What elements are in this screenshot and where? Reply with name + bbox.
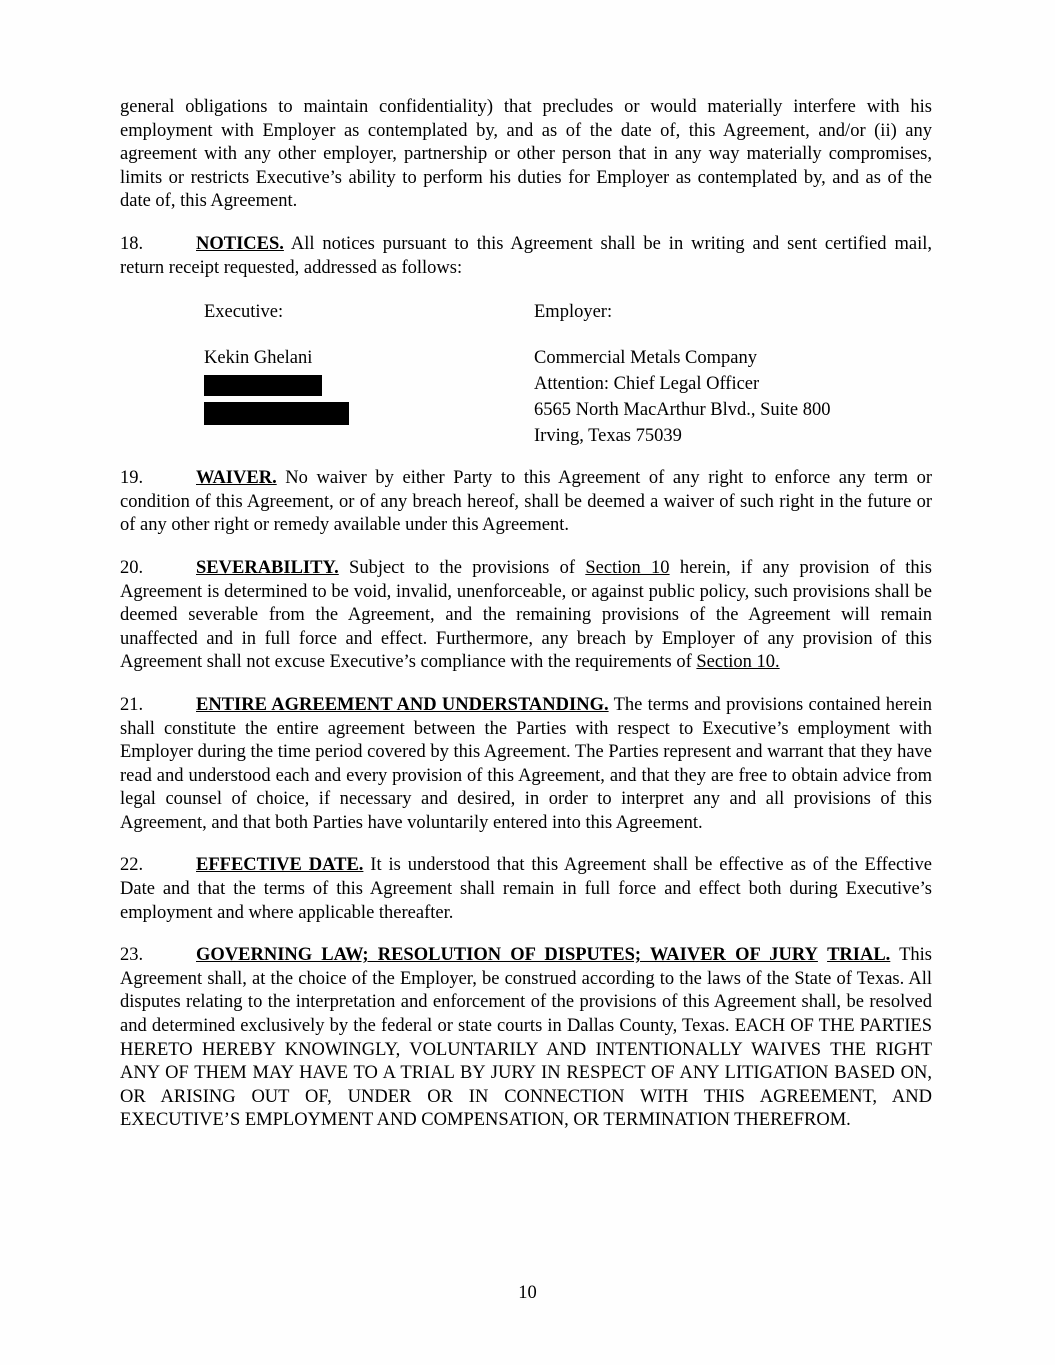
section-22-body: It is understood that this Agreement shall be effective as of the Effective Date and that the terms of this Agreement shall remain in full force and effect both during Executive’s employment and where applicable thereafter.	[120, 855, 933, 923]
notice-employer-column	[534, 299, 924, 449]
section-21-body: The terms and provisions contained herein shall constitute the entire agreement between the Parties with respect to Executive’s employment with Employer during the time period covered by this Agreement. The Parties represent and warrant that they have read and understood each and every provision of this Agreement, and that they are free to obtain advice from legal counsel of choice, if necessary and desired, in order to interpret any and all provisions of this Agreement, and that both Parties have voluntarily entered into this Agreement.	[120, 694, 932, 833]
section-22-heading: EFFECTIVE DATE.	[196, 855, 364, 876]
section-10-reference: Section 10.	[696, 652, 780, 673]
section-21-heading: ENTIRE AGREEMENT AND UNDERSTANDING.	[196, 694, 609, 715]
section-18-heading: NOTICES.	[196, 233, 284, 254]
section-18-body: All notices pursuant to this Agreement shall be in writing and sent certified mail, return receipt requested, addressed as follows:	[120, 233, 932, 278]
section-18-number: 18.	[120, 233, 144, 254]
section-23	[120, 944, 932, 1133]
section-10-reference: Section 10	[585, 557, 670, 578]
section-18	[120, 233, 932, 280]
spacer	[204, 325, 504, 345]
section-21	[120, 694, 932, 836]
section-23-body: This Agreement shall, at the choice of the Employer, be construed according to the laws of the State of Texas. All disputes relating to the interpretation and enforcement of the provisions of this Agreement shall, be resolved and determined exclusively by the federal or state courts in Dallas County, Texas. EACH OF THE PARTIES HERETO HEREBY KNOWINGLY, VOLUNTARILY AND INTENTIONALLY WAIVES THE RIGHT ANY OF THEM MAY HAVE TO A TRIAL BY JURY IN RESPECT OF ANY LITIGATION BASED ON, OR ARISING OUT OF, UNDER OR IN CONNECTION WITH THIS AGREEMENT, AND EXECUTIVE’S EMPLOYMENT AND COMPENSATION, OR TERMINATION THEREFROM.	[120, 945, 933, 1131]
section-23-number: 23.	[120, 945, 144, 966]
notice-executive-column	[204, 299, 504, 425]
employer-address-line: Attention: Chief Legal Officer	[534, 374, 760, 395]
section-19-heading: WAIVER.	[196, 468, 277, 489]
executive-label: Executive:	[204, 302, 284, 323]
notice-address-block	[120, 299, 932, 449]
section-20-body-2: herein, if any provision of this Agreement is determined to be void, invalid, unenforceable, or against public policy, such provisions shall be deemed severable from the Agreement, and the remaining provisions of the Agreement will remain unaffected and in full force and effect. Furthermore, any breach by Employer of any provision of this Agreement shall not excuse Executive’s compliance with the requirements of	[120, 557, 933, 673]
page-number: 10	[518, 1283, 537, 1303]
section-21-number: 21.	[120, 694, 144, 715]
section-19-number: 19.	[120, 468, 144, 489]
section-19-body: No waiver by either Party to this Agreement of any right to enforce any term or condition of this Agreement, or of any breach hereof, shall be deemed a waiver of such right in the future or of any other right or remedy available under this Agreement.	[120, 468, 932, 536]
redaction-bar	[204, 402, 349, 425]
spacer	[534, 325, 924, 345]
section-20-body-1: Subject to the provisions of	[338, 557, 586, 578]
redaction-bar	[204, 375, 322, 396]
paragraph-continuation: general obligations to maintain confidentiality) that precludes or would materially interfere with his employment with Employer as contemplated by, and as of the date of, this Agreement, and/or (ii) any agreement with any other employer, partnership or other person that in any way materially compromises, limits or restricts Executive’s ability to perform his duties for Employer as contemplated by, and as of the date of, this Agreement.	[120, 97, 932, 212]
section-22	[120, 854, 932, 925]
employer-label: Employer:	[534, 302, 613, 323]
section-20	[120, 557, 932, 675]
section-20-heading: SEVERABILITY.	[196, 557, 339, 578]
section-22-number: 22.	[120, 855, 144, 876]
employer-address-line: Commercial Metals Company	[534, 348, 757, 369]
executive-name: Kekin Ghelani	[204, 348, 313, 369]
section-19	[120, 467, 932, 538]
document-body	[120, 96, 932, 1152]
section-23-heading-line1: GOVERNING LAW; RESOLUTION OF DISPUTES; WAIVER OF JURY	[196, 945, 818, 966]
employer-address-line: 6565 North MacArthur Blvd., Suite 800	[534, 400, 831, 421]
section-23-heading-line2: TRIAL.	[827, 945, 891, 966]
section-20-number: 20.	[120, 557, 144, 578]
employer-address-line: Irving, Texas 75039	[534, 426, 682, 447]
